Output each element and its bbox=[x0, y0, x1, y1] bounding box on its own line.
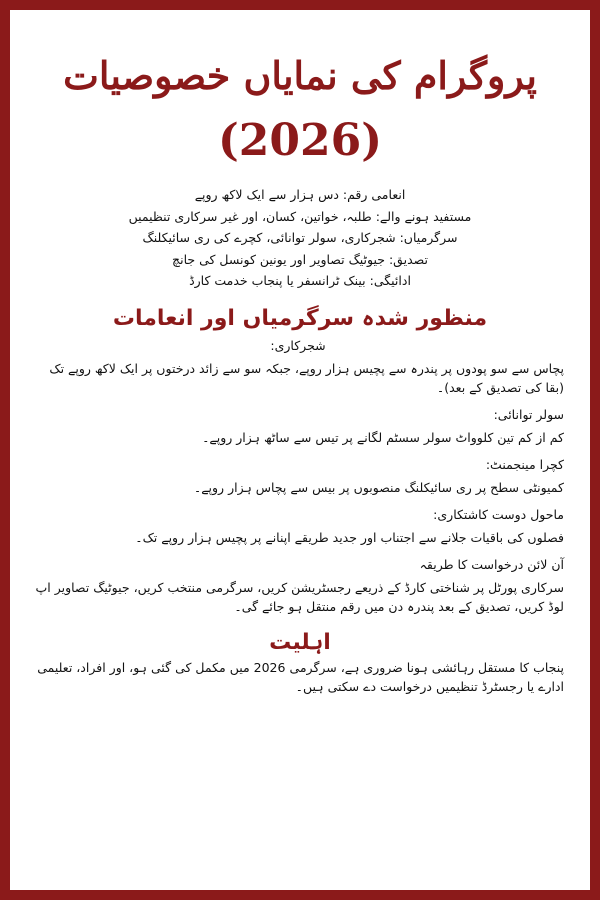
activity-text: کمیونٹی سطح پر ری سائیکلنگ منصوبوں پر بیس سے پچاس ہزار روپے۔ bbox=[193, 479, 564, 495]
activity-waste bbox=[10, 455, 590, 497]
page-title: پروگرام کی نمایاں خصوصیات bbox=[63, 53, 537, 98]
summary-prize: انعامی رقم: دس ہزار سے ایک لاکھ روپے bbox=[194, 187, 406, 202]
activity-heading: شجرکاری: bbox=[270, 337, 326, 353]
activity-text: پچاس سے سو پودوں پر پندرہ سے پچیس ہزار روپے، جبکہ سو سے زائد درختوں پر ایک لاکھ روپے تک (بقا کی تصدیق کے بعد)۔ bbox=[49, 360, 564, 395]
summary-activities: سرگرمیاں: شجرکاری، سولر توانائی، کچرے کی ری سائیکلنگ bbox=[142, 230, 458, 245]
summary-payment: ادائیگی: بینک ٹرانسفر یا پنجاب خدمت کارڈ bbox=[189, 273, 411, 288]
activity-heading: آن لائن درخواست کا طریقہ bbox=[419, 556, 564, 572]
activity-heading: سولر توانائی: bbox=[493, 406, 564, 422]
activity-solar bbox=[10, 405, 590, 447]
year-heading: (2026) bbox=[217, 115, 383, 166]
activity-farming bbox=[10, 505, 590, 547]
activity-text: سرکاری پورٹل پر شناختی کارڈ کے ذریعے رجسٹریشن کریں، سرگرمی منتخب کریں، جیوٹیگ تصاویر اپ لوڈ کریں، تصدیق کے بعد پندرہ دن میں رقم منتقل ہو جائے گی۔ bbox=[35, 579, 564, 614]
summary-list bbox=[10, 184, 590, 292]
approved-activities-title: منظور شدہ سرگرمیاں اور انعامات bbox=[112, 305, 488, 331]
activity-tree-plantation bbox=[10, 336, 590, 397]
activity-heading: کچرا مینجمنٹ: bbox=[485, 456, 564, 472]
eligibility-text: پنجاب کا مستقل رہائشی ہونا ضروری ہے، سرگرمی 2026 میں مکمل کی گئی ہو، اور افراد، تعلیمی ادارے یا رجسٹرڈ تنظیمیں درخواست دے سکتی ہیں۔ bbox=[37, 659, 564, 694]
summary-beneficiaries: مستفید ہونے والے: طلبہ، خواتین، کسان، اور غیر سرکاری تنظیمیں bbox=[128, 208, 472, 224]
online-application bbox=[10, 555, 590, 616]
document bbox=[10, 10, 590, 890]
summary-verification: تصدیق: جیوٹیگ تصاویر اور یونین کونسل کی جانچ bbox=[172, 251, 428, 267]
activity-text: فصلوں کی باقیات جلانے سے اجتناب اور جدید طریقے اپنانے پر پچیس ہزار روپے تک۔ bbox=[135, 529, 564, 545]
activity-heading: ماحول دوست کاشتکاری: bbox=[433, 506, 564, 522]
activity-text: کم از کم تین کلوواٹ سولر سسٹم لگانے پر تیس سے ساٹھ ہزار روپے۔ bbox=[202, 429, 564, 445]
eligibility-title: اہلیت bbox=[269, 629, 331, 655]
